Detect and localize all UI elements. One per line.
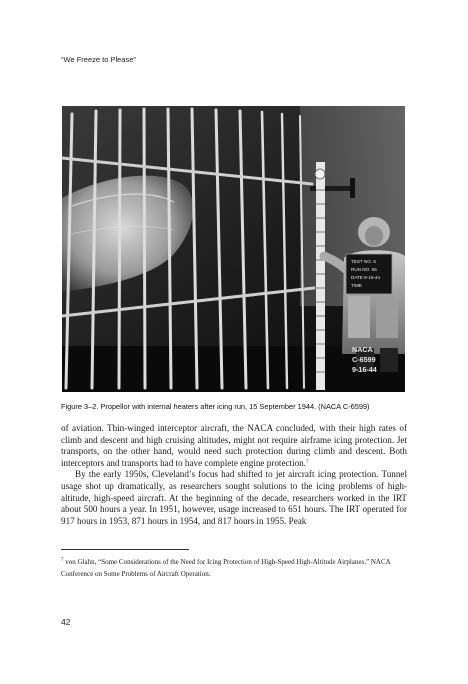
stamp-line-naca: NACA [352, 345, 373, 354]
paragraph-text: of aviation. Thin-winged interceptor aircraft, the NACA concluded, with their high rates of climb and descent and high cruising altitudes, might not require airframe icing protection. Jet transports, on the other hand, would need such protection during climb and descent. Both interceptors and transports had to have complete engine protection. [61, 423, 407, 468]
stamp-line-negative: C-6599 [352, 355, 376, 364]
footnote-reference: 7 [306, 459, 309, 465]
footnote-divider [61, 549, 189, 550]
page-number: 42 [61, 617, 71, 627]
footnote-number: 7 [61, 558, 64, 563]
body-text [61, 423, 407, 527]
body-paragraph: By the early 1950s, Cleveland’s focus had shifted to jet aircraft icing protection. Tunnel usage shot up dramatically, as researchers sought solutions to the icing problems of high-altitude, high-speed aircraft. At the beginning of the decade, researchers worked in the IRT about 500 hours a year. In 1951, however, usage increased to 651 hours. The IRT operated for 917 hours in 1953, 871 hours in 1954, and 817 hours in 1955. Peak [61, 469, 407, 526]
body-paragraph [61, 423, 407, 469]
footnote-text: von Glahn, “Some Considerations of the Need for Icing Protection of High-Speed High-Altitude Airplanes,” NACA Conference on Some Problems of Aircraft Operation. [61, 558, 391, 578]
footnote [61, 557, 411, 580]
running-head: “We Freeze to Please” [61, 55, 136, 64]
propeller-photo [62, 106, 405, 392]
stamp-line-date: 9-16-44 [352, 365, 377, 374]
figure-caption: Figure 3–2. Propellor with internal heaters after icing run, 15 September 1944. (NACA C-6599) [61, 402, 370, 411]
slate-line-run: RUN NO. 55 [351, 267, 377, 272]
slate-line-date: DATE 9-15-44 [351, 275, 381, 280]
slate-line-test: TEST NO. 5 [351, 259, 376, 264]
slate-line-time: TIME [351, 283, 362, 288]
